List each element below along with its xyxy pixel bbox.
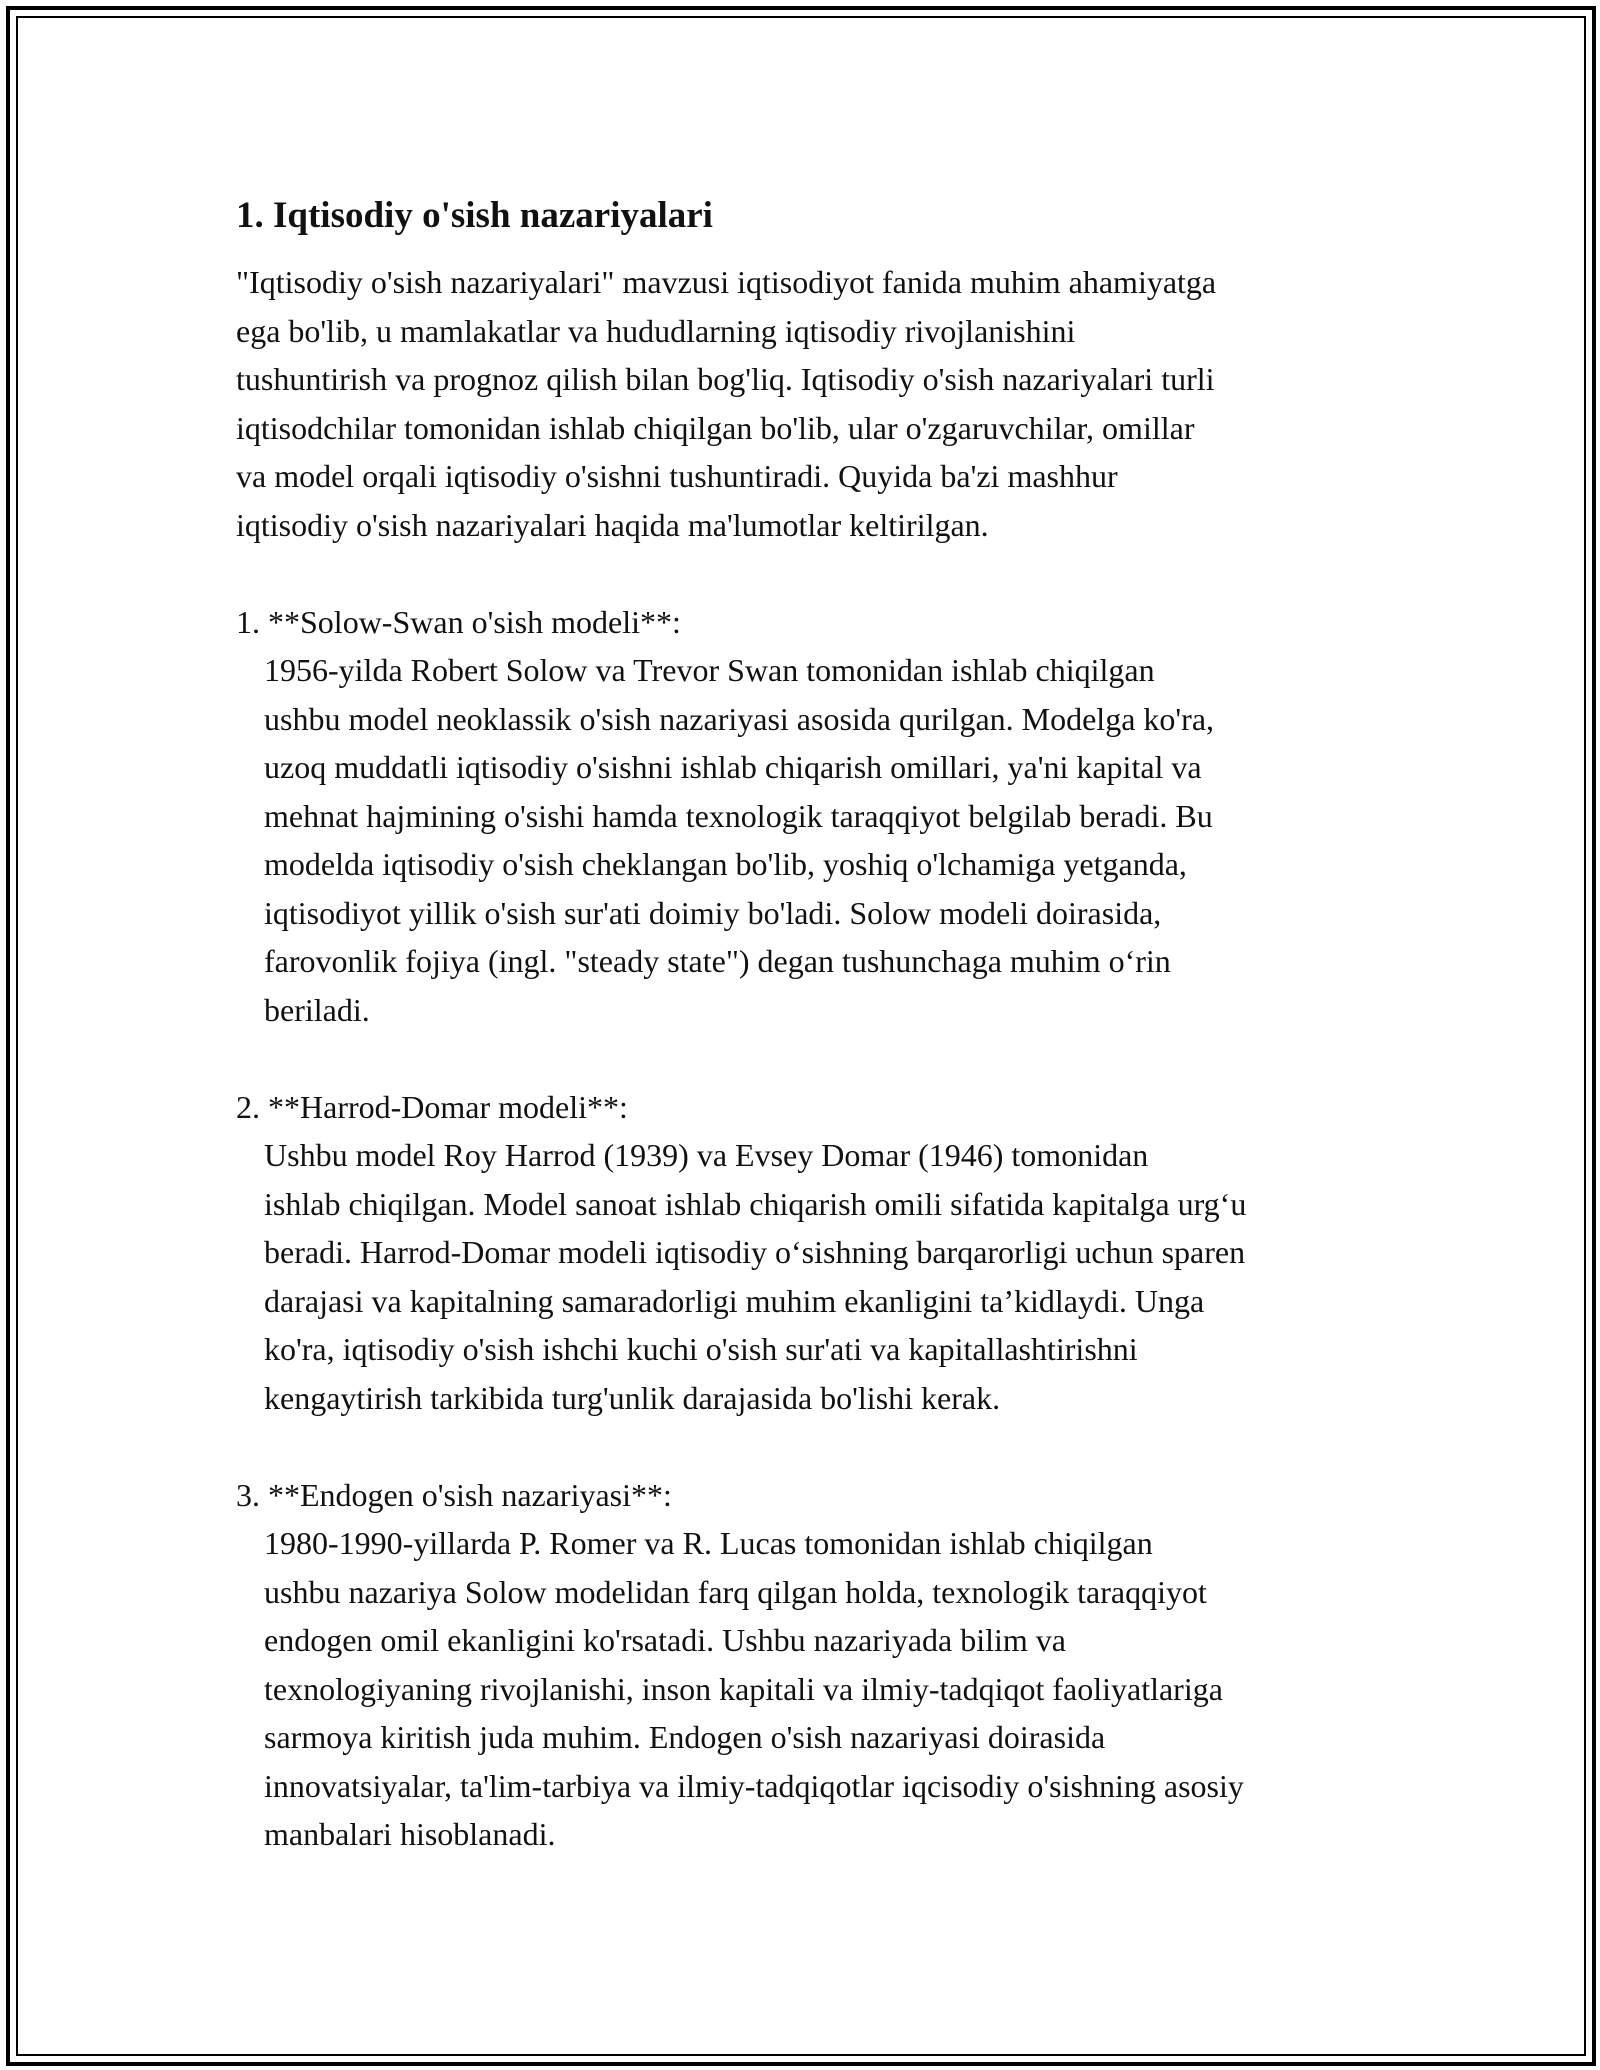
section-paragraph: 1956-yilda Robert Solow va Trevor Swan tomonidan ishlab chiqilgan ushbu model neoklassik o'sish nazariyasi asosida qurilgan. Modelga ko'ra, uzoq muddatli iqtisodiy o'sishni ishlab chiqarish omillari, ya'ni kapital va mehnat hajmining o'sishi hamda texnologik taraqqiyot belgilab beradi. Bu modelda iqtisodiy o'sish cheklangan bo'lib, yoshiq o'lchamiga yetganda, iqtisodiyot yillik o'sish sur'ati doimiy bo'ladi. Solow modeli doirasida, farovonlik fojiya (ingl. "steady state") degan tushunchaga muhim o‘rin beriladi. [264,652,1215,1028]
section-endogen [236,1471,1376,1859]
section-heading: 1. **Solow-Swan o'sish modeli**: [236,603,681,640]
section-paragraph: Ushbu model Roy Harrod (1939) va Evsey Domar (1946) tomonidan ishlab chiqilgan. Model sanoat ishlab chiqarish omili sifatida kapitalga urg‘u beradi. Harrod-Domar modeli iqtisodiy o‘sishning barqarorligi uchun sparen darajasi va kapitalning samaradorligi muhim ekanligini ta’kidlaydi. Unga ko'ra, iqtisodiy o'sish ishchi kuchi o'sish sur'ati va kapitallashtirishni kengaytirish tarkibida turg'unlik darajasida bo'lishi kerak. [264,1137,1247,1416]
intro-paragraph: "Iqtisodiy o'sish nazariyalari" mavzusi iqtisodiyot fanida muhim ahamiyatga ega bo'lib, u mamlakatlar va hududlarning iqtisodiy rivojlanishini tushuntirish va prognoz qilish bilan bog'liq. Iqtisodiy o'sish nazariyalari turli iqtisodchilar tomonidan ishlab chiqilgan bo'lib, ular o'zgaruvchilar, omillar va model orqali iqtisodiy o'sishni tushuntiradi. Quyida ba'zi mashhur iqtisodiy o'sish nazariyalari haqida ma'lumotlar keltirilgan. [236,264,1217,543]
document-title: 1. Iqtisodiy o'sish nazariyalari [236,195,713,236]
section-heading: 3. **Endogen o'sish nazariyasi**: [236,1476,672,1513]
section-solow-swan [236,598,1376,1035]
section-harrod-domar [236,1083,1376,1423]
section-heading: 2. **Harrod-Domar modeli**: [236,1088,628,1125]
section-paragraph: 1980-1990-yillarda P. Romer va R. Lucas tomonidan ishlab chiqilgan ushbu nazariya Solow modelidan farq qilgan holda, texnologik taraqqiyot endogen omil ekanligini ko'rsatadi. Ushbu nazariyada bilim va texnologiyaning rivojlanishi, inson kapitali va ilmiy-tadqiqot faoliyatlariga sarmoya kiritish juda muhim. Endogen o'sish nazariyasi doirasida innovatsiyalar, ta'lim-tarbiya va ilmiy-tadqiqotlar iqcisodiy o'sishning asosiy manbalari hisoblanadi. [264,1525,1244,1852]
document-body [236,180,1376,1859]
